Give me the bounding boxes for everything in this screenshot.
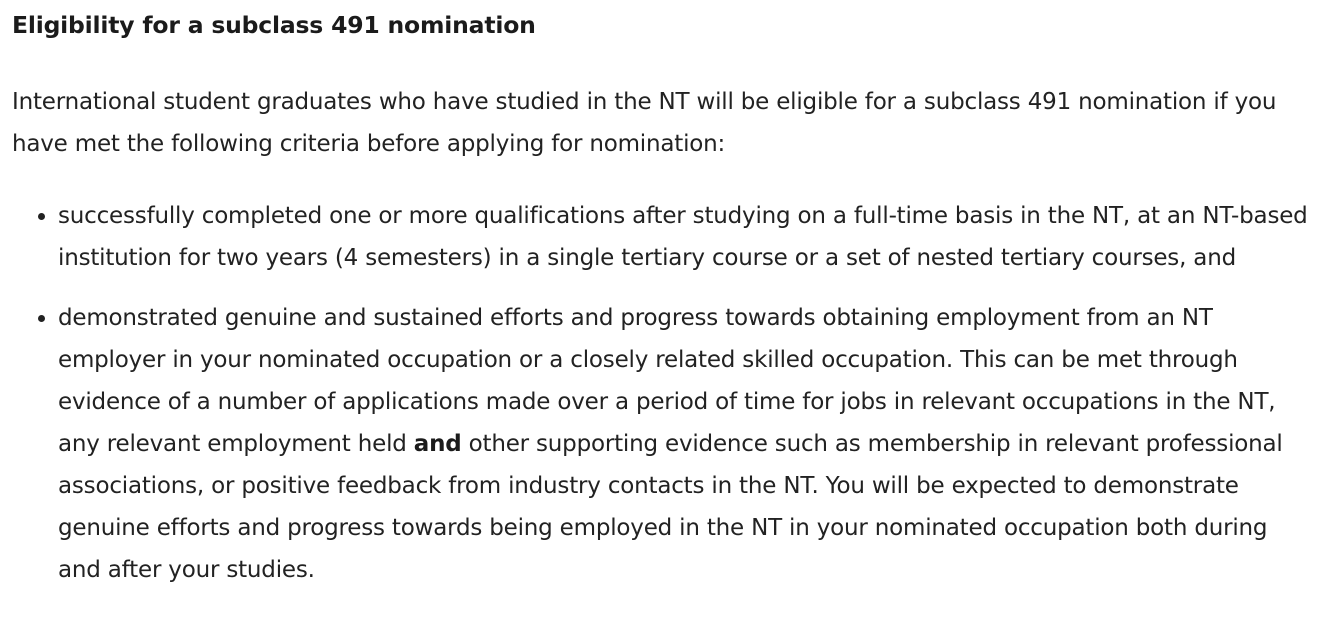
- section-heading: Eligibility for a subclass 491 nomination: [12, 11, 536, 39]
- list-item-bold-and: and: [413, 431, 462, 457]
- list-item-qualifications: [58, 195, 1310, 279]
- document-content: [12, 10, 1310, 591]
- list-item-text-pre: demonstrated genuine and sustained efforts and progress towards obtaining employment from an NT employer in your nominated occupation or a closely related skilled occupation. This can be met through evidence of a number of applications made over a period of time for jobs in relevant occupations in the NT, any relevant employment held: [58, 305, 1276, 457]
- criteria-list: [12, 195, 1310, 591]
- list-item-text-post: other supporting evidence such as membership in relevant professional associations, or positive feedback from industry contacts in the NT. You will be expected to demonstrate genuine efforts and progress towards being employed in the NT in your nominated occupation both during and after your studies.: [58, 431, 1283, 583]
- list-item-text: successfully completed one or more qualifications after studying on a full-time basis in the NT, at an NT-based institution for two years (4 semesters) in a single tertiary course or a set of nested tertiary courses, and: [58, 203, 1308, 271]
- list-item-employment-efforts: [58, 297, 1310, 591]
- intro-paragraph: International student graduates who have studied in the NT will be eligible for a subclass 491 nomination if you have met the following criteria before applying for nomination:: [12, 89, 1277, 157]
